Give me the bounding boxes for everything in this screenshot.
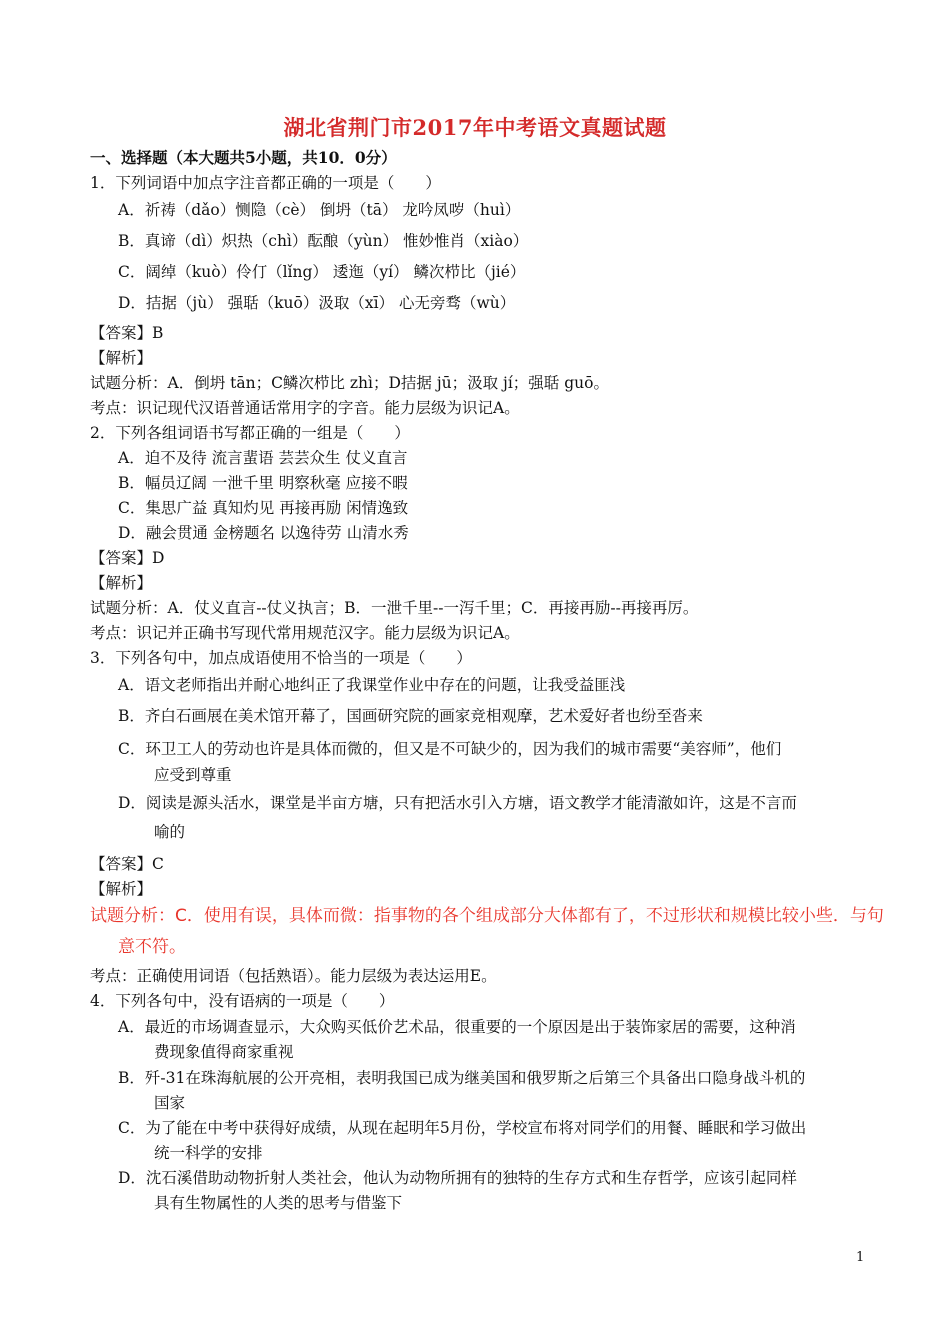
question-2-kaodian: 考点：识记并正确书写现代常用规范汉字。能力层级为识记A。 (90, 624, 520, 642)
question-4-stem: 4．下列各句中，没有语病的一项是（ ） (90, 992, 395, 1010)
question-4-option-a-cont: 费现象值得商家重视 (154, 1043, 294, 1061)
question-3-option-a: A．语文老师指出并耐心地纠正了我课堂作业中存在的问题，让我受益匪浅 (118, 676, 626, 694)
question-3-kaodian: 考点：正确使用词语（包括熟语）。能力层级为表达运用E。 (90, 967, 497, 985)
question-4-option-a: A．最近的市场调查显示，大众购买低价艺术品，很重要的一个原因是出于装饰家居的需要，这种消 (118, 1018, 796, 1036)
question-4-option-b: B．歼-31在珠海航展的公开亮相，表明我国已成为继美国和俄罗斯之后第三个具备出口隐身战斗机的 (118, 1069, 806, 1087)
question-1-option-c: C．阔绰（kuò）伶仃（lǐng） 逶迤（yí） 鳞次栉比（jié） (118, 263, 526, 281)
question-2-option-b: B．幅员辽阔 一泄千里 明察秋毫 应接不暇 (118, 474, 408, 492)
question-2-stem: 2．下列各组词语书写都正确的一组是（ ） (90, 424, 410, 442)
question-3-option-d-cont: 喻的 (154, 823, 186, 841)
page-number: 1 (856, 1250, 865, 1265)
document-title: 湖北省荆门市2017年中考语文真题试题 (283, 115, 667, 140)
question-2-option-d: D．融会贯通 金榜题名 以逸待劳 山清水秀 (118, 524, 409, 542)
question-3-option-b: B．齐白石画展在美术馆开幕了，国画研究院的画家竞相观摩，艺术爱好者也纷至沓来 (118, 707, 703, 725)
question-2-option-c: C．集思广益 真知灼见 再接再励 闲情逸致 (118, 499, 409, 517)
question-1-answer: 【答案】B (90, 324, 164, 342)
question-2-answer: 【答案】D (90, 549, 165, 567)
question-1-analysis-label: 【解析】 (90, 349, 153, 367)
question-3-option-c-cont: 应受到尊重 (154, 766, 232, 784)
question-4-option-c-cont: 统一科学的安排 (154, 1144, 263, 1162)
question-1-option-b: B．真谛（dì）炽热（chì）酝酿（yùn） 惟妙惟肖（xiào） (118, 232, 529, 250)
question-1-option-d: D．拮据（jù） 强聒（kuō）汲取（xī） 心无旁骛（wù） (118, 294, 516, 312)
question-4-option-d: D．沈石溪借助动物折射人类社会，他认为动物所拥有的独特的生存方式和生存哲学，应该引起同样 (118, 1169, 797, 1187)
question-3-analysis-cont: 意不符。 (118, 937, 186, 957)
question-1-option-a: A．祈祷（dǎo）恻隐（cè） 倒坍（tā） 龙吟凤哕（huì） (118, 201, 521, 219)
question-3-option-d: D．阅读是源头活水，课堂是半亩方塘，只有把活水引入方塘，语文教学才能清澈如许，这是不言而 (118, 794, 797, 812)
question-4-option-d-cont: 具有生物属性的人类的思考与借鉴下 (154, 1194, 403, 1212)
question-3-stem: 3．下列各句中，加点成语使用不恰当的一项是（ ） (90, 649, 472, 667)
question-1-kaodian: 考点：识记现代汉语普通话常用字的字音。能力层级为识记A。 (90, 399, 520, 417)
section-heading: 一、选择题（本大题共5小题，共10．0分） (90, 148, 397, 167)
question-2-analysis: 试题分析：A．仗义直言--仗义执言；B．一泄千里--一泻千里；C．再接再励--再接再厉。 (90, 599, 699, 617)
question-3-analysis-label: 【解析】 (90, 880, 153, 898)
question-1-analysis: 试题分析：A．倒坍 tān；C鳞次栉比 zhì；D拮据 jū；汲取 jí；强聒 guō。 (90, 374, 609, 392)
question-4-option-c: C．为了能在中考中获得好成绩，从现在起明年5月份，学校宣布将对同学们的用餐、睡眠和学习做出 (118, 1119, 807, 1137)
question-3-analysis: 试题分析：C．使用有误，具体而微：指事物的各个组成部分大体都有了，不过形状和规模比较小些．与句 (90, 906, 884, 926)
question-2-option-a: A．迫不及待 流言蜚语 芸芸众生 仗义直言 (118, 449, 408, 467)
question-4-option-b-cont: 国家 (154, 1094, 186, 1112)
question-2-analysis-label: 【解析】 (90, 574, 153, 592)
question-3-option-c: C．环卫工人的劳动也许是具体而微的，但又是不可缺少的，因为我们的城市需要“美容师”，他们 (118, 740, 782, 758)
question-1-stem: 1．下列词语中加点字注音都正确的一项是（ ） (90, 174, 441, 192)
question-3-answer: 【答案】C (90, 855, 164, 873)
